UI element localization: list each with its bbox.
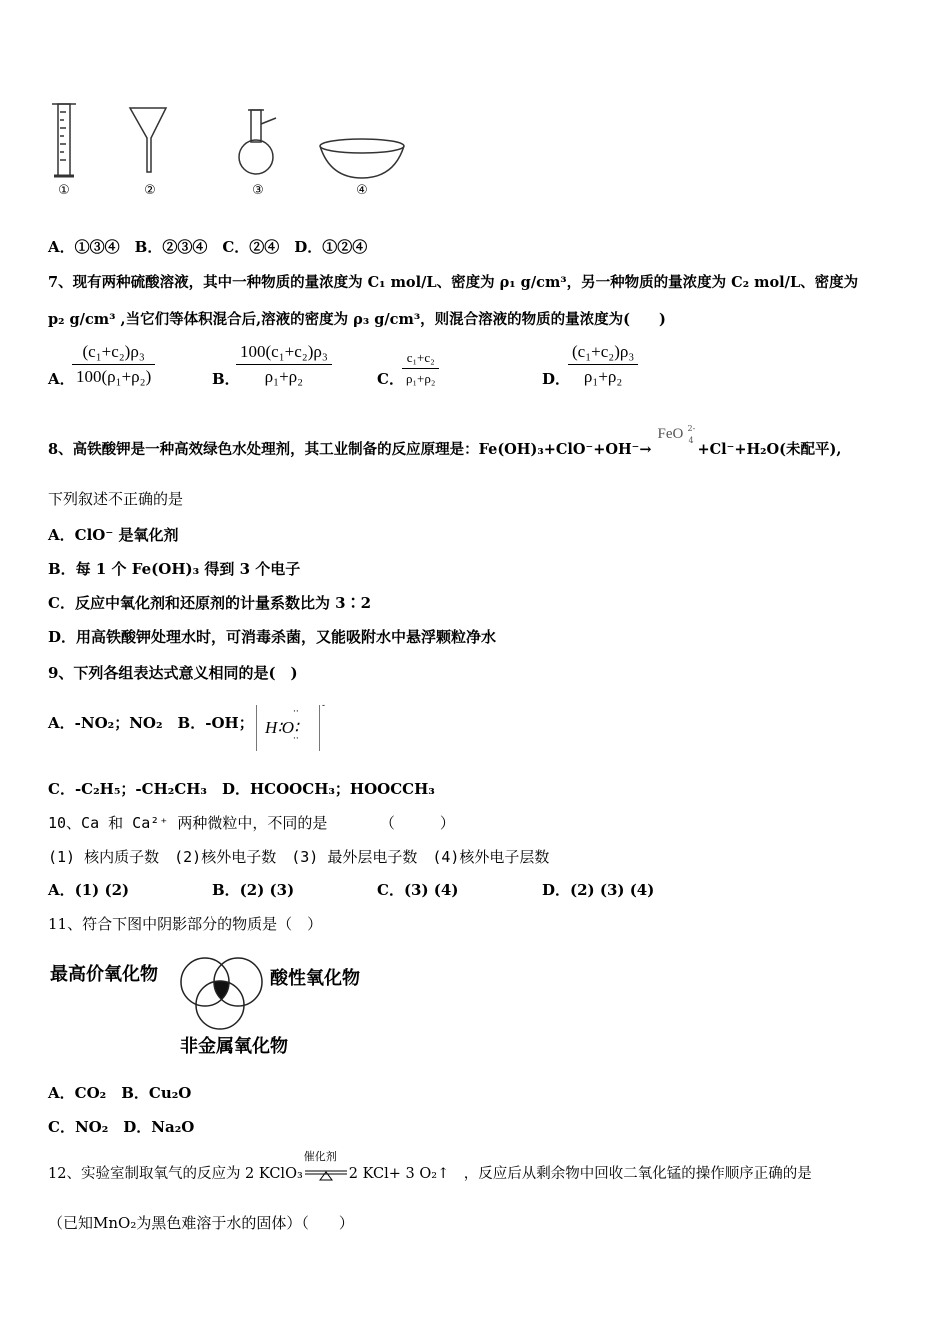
- venn-label-left: 最高价氧化物: [50, 964, 158, 985]
- q11-options-ab: A．CO₂ B．Cu₂O: [48, 1084, 192, 1102]
- q12-stem: 12、实验室制取氧气的反应为 2 KClO₃ 催化剂 2 KCl+ 3 O₂↑ ，反应后从剩余物中回收二氧化锰的操作顺序正确的是: [48, 1150, 812, 1182]
- q7-option-d-label: D．: [542, 370, 571, 388]
- q7-option-b-label: B．: [212, 370, 240, 388]
- q10-option-c: C．(3) (4): [377, 881, 459, 899]
- q12-line2: （已知MnO₂为黑色难溶于水的固体）（ ）: [48, 1214, 354, 1232]
- q7-option-c-label: C．: [377, 370, 404, 388]
- q7-option-a-denominator: 100(ρ₁+ρ₂): [76, 367, 152, 386]
- q8-option-d: D．用高铁酸钾处理水时，可消毒杀菌，又能吸附水中悬浮颗粒净水: [48, 628, 497, 646]
- q10-items: (1) 核内质子数 (2)核外电子数 (3) 最外层电子数 (4)核外电子层数: [48, 848, 550, 866]
- q7-option-c-numerator: c₁+c₂: [406, 350, 435, 365]
- q8-option-c: C．反应中氧化剂和还原剂的计量系数比为 3∶2: [48, 594, 372, 612]
- apparatus-label-1: ①: [58, 183, 70, 198]
- q7-stem-line1: 7、现有两种硫酸溶液，其中一种物质的量浓度为 C₁ mol/L、密度为 ρ₁ g/cm³，另一种物质的量浓度为 C₂ mol/L、密度为: [48, 274, 859, 291]
- q9-lewis-structure: H∶O∶ ·· ·· -: [256, 705, 320, 751]
- q11-stem: 11、符合下图中阴影部分的物质是（ ）: [48, 915, 323, 933]
- q8-stem-line2: 下列叙述不正确的是: [48, 490, 184, 508]
- apparatus-label-3: ③: [252, 183, 264, 198]
- q9-stem: 9、下列各组表达式意义相同的是( ): [48, 664, 298, 682]
- q8-ferrate-ion: FeO 2- 4: [657, 424, 696, 445]
- q10-stem: 10、Ca 和 Ca²⁺ 两种微粒中，不同的是 （ ）: [48, 814, 455, 832]
- q11-options-cd: C．NO₂ D．Na₂O: [48, 1118, 195, 1136]
- q9-options-ab: A．-NO₂；NO₂ B．-OH；: [48, 714, 254, 732]
- q10-option-b: B．(2) (3): [212, 881, 295, 899]
- q9-options-cd: C．-C₂H₅；-CH₂CH₃ D．HCOOCH₃；HOOCCH₃: [48, 780, 435, 798]
- q7-option-d-numerator: (c₁+c₂)ρ₃: [572, 342, 635, 361]
- q7-stem-line2: p₂ g/cm³ ,当它们等体积混合后,溶液的密度为 ρ₃ g/cm³，则混合溶液的物质的量浓度为( ): [48, 311, 666, 328]
- q7-option-b-denominator: ρ₁+ρ₂: [264, 367, 304, 386]
- q7-option-a-label: A．: [48, 370, 75, 388]
- q10-option-a: A．(1) (2): [48, 881, 130, 899]
- q7-option-b-numerator: 100(c₁+c₂)ρ₃: [240, 342, 328, 361]
- venn-label-right: 酸性氧化物: [270, 968, 360, 989]
- q6-options: A．①③④ B．②③④ C．②④ D．①②④: [48, 238, 368, 256]
- apparatus-label-4: ④: [356, 183, 368, 198]
- q10-option-d: D．(2) (3) (4): [542, 881, 655, 899]
- q12-catalyst-arrow: 催化剂: [303, 1162, 349, 1180]
- venn-label-bottom: 非金属氧化物: [180, 1036, 288, 1057]
- q8-option-a: A．ClO⁻ 是氧化剂: [48, 526, 179, 544]
- apparatus-label-2: ②: [144, 183, 156, 198]
- q7-option-c-denominator: ρ₁+ρ₂: [406, 371, 436, 386]
- q7-option-d-denominator: ρ₁+ρ₂: [583, 367, 623, 386]
- q8-option-b: B．每 1 个 Fe(OH)₃ 得到 3 个电子: [48, 560, 301, 578]
- q7-option-a-numerator: (c₁+c₂)ρ₃: [82, 342, 145, 361]
- q8-stem-line1: 8、高铁酸钾是一种高效绿色水处理剂，其工业制备的反应原理是：Fe(OH)₃+ClO⁻+OH⁻→ FeO 2- 4 +Cl⁻+H₂O(未配平),: [48, 424, 842, 458]
